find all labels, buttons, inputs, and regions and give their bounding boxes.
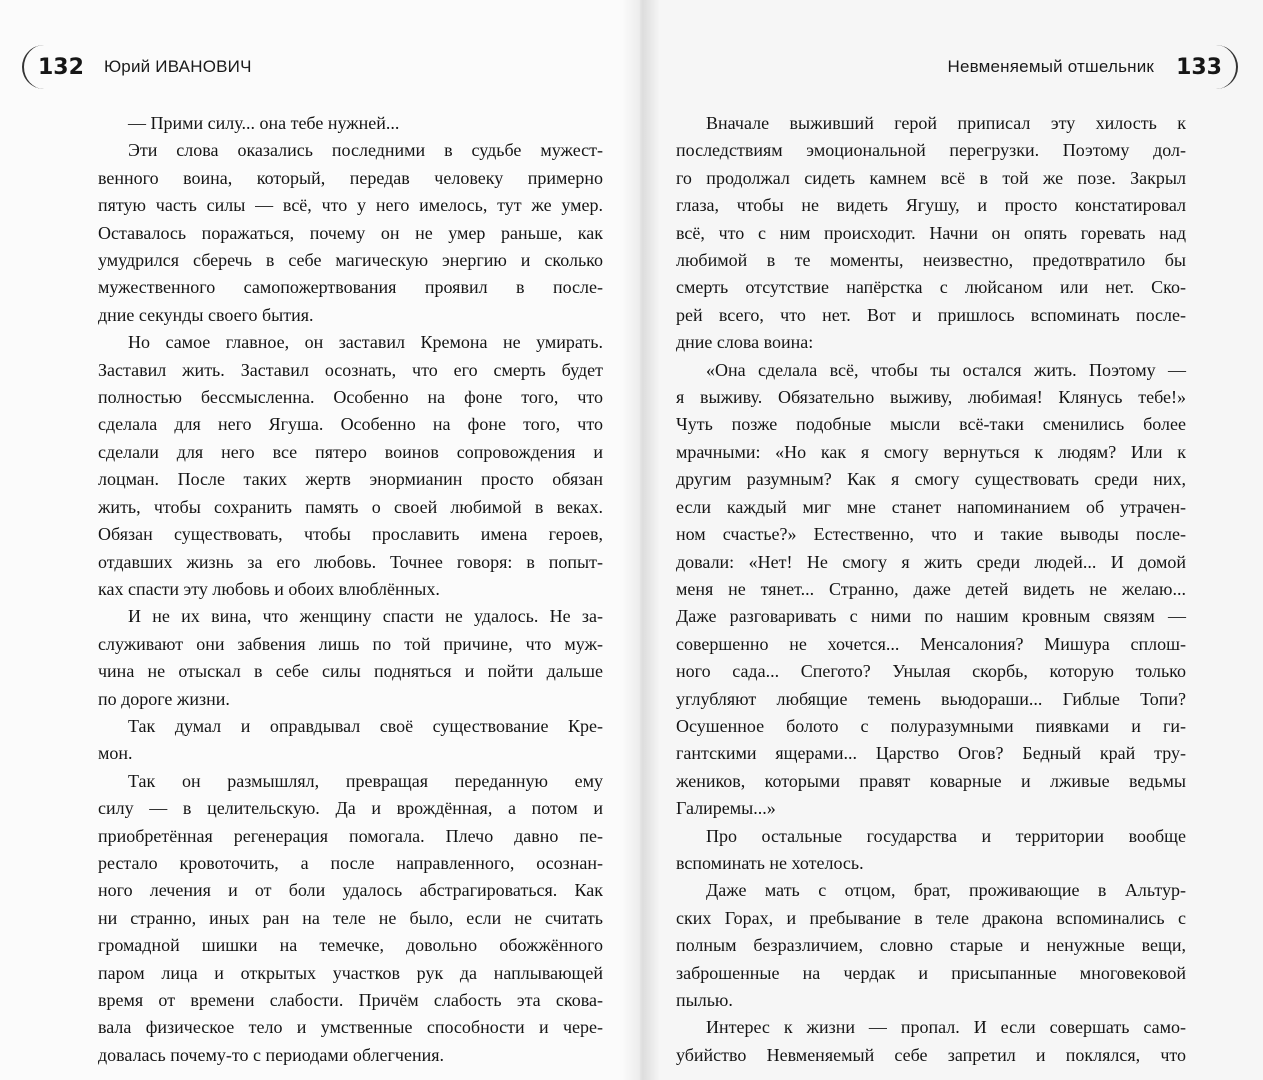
text-line: венного воина, который, передав человеку примерно: [98, 167, 603, 188]
text-line: Чуть позже подобные мысли всё-таки сменились более: [676, 414, 1186, 435]
text-line: дние секунды своего бытия.: [98, 304, 314, 325]
text-line: жеников, которыми правят коварные и лживые ведьмы: [676, 770, 1186, 791]
text-line: Так думал и оправдывал своё существование Кре-: [128, 715, 603, 736]
left-page-text: [98, 110, 603, 1069]
text-line: Заставил жить. Заставил осознать, что его смерть будет: [98, 359, 603, 380]
left-page-header: [22, 42, 252, 92]
text-line: сделала для него Ягуша. Особенно на фоне того, что: [98, 414, 603, 435]
right-page-header: [947, 42, 1238, 92]
text-line: ках спасти эту любовь и обоих влюблённых.: [98, 578, 440, 599]
left-page-number: 132: [22, 45, 96, 89]
text-line: отдавших жизнь за его любовь. Точнее говоря: в попыт-: [98, 551, 603, 572]
text-line: ни странно, иных ран на теле не было, если не считать: [98, 907, 603, 928]
text-line: Галиремы...»: [676, 798, 776, 819]
text-line: рей всего, что нет. Вот и пришлось вспоминать после-: [676, 304, 1186, 325]
text-line: служивают они забвения лишь по той причине, что муж-: [98, 633, 603, 654]
text-line: убийство Невменяемый себе запретил и поклялся, что: [676, 1044, 1186, 1065]
text-line: мужественного самопожертвования проявил в после-: [98, 277, 603, 298]
text-line: если каждый миг мне станет напоминанием об утрачен-: [676, 496, 1186, 517]
text-line: глаза, чтобы не видеть Ягушу, и просто констатировал: [676, 195, 1186, 216]
text-line: полностью бессмысленна. Особенно на фоне того, что: [98, 387, 603, 408]
text-line: Обязан существовать, чтобы прославить имена героев,: [98, 524, 603, 545]
text-line: другим разумным? Как я смогу существовать среди них,: [676, 469, 1186, 490]
text-line: ном счастье?» Естественно, что и такие выводы после-: [676, 524, 1186, 545]
text-line: ских Горах, и пребывание в теле дракона вспоминались с: [676, 907, 1186, 928]
text-line: «Она сделала всё, чтобы ты остался жить. Поэтому —: [706, 359, 1186, 380]
book-spine-shadow: [622, 0, 660, 1080]
text-line: Так он размышлял, превращая переданную ему: [128, 770, 603, 791]
text-line: сделали для него все пятеро воинов сопровождения и: [98, 441, 603, 462]
text-line: Осушенное болото с полуразумными пиявками и ги-: [676, 715, 1186, 736]
text-line: Оставалось поражаться, почему он не умер раньше, как: [98, 222, 603, 243]
text-line: всё, что с ним происходит. Начни он опять горевать над: [676, 222, 1186, 243]
text-line: пятую часть силы — всё, что у него имелось, тут же умер.: [98, 195, 603, 216]
text-line: Про остальные государства и территории вообще: [706, 825, 1186, 846]
text-line: мон.: [98, 743, 133, 764]
text-line: го продолжал сидеть камнем всё в той же позе. Закрыл: [676, 167, 1186, 188]
text-line: чина не отыскал в себе силы подняться и пойти дальше: [98, 661, 603, 682]
text-line: ного сада... Спегото? Унылая скорбь, которую только: [676, 661, 1186, 682]
text-line: Даже мать с отцом, брат, проживающие в Альтур-: [706, 880, 1186, 901]
text-line: последствиям эмоциональной перегрузки. Поэтому дол-: [676, 140, 1186, 161]
text-line: лоцман. После таких жертв энормианин просто обязан: [98, 469, 603, 490]
text-line: вала физическое тело и умственные способности и чере-: [98, 1017, 603, 1038]
text-line: довалась почему-то с периодами облегчения.: [98, 1044, 445, 1065]
text-line: Даже разговаривать с ними по нашим кровным связям —: [676, 606, 1186, 627]
text-line: заброшенные на чердак и присыпанные многовековой: [676, 962, 1186, 983]
right-running-title: Невменяемый отшельник: [947, 57, 1155, 76]
text-line: мрачными: «Но как я смогу вернуться к людям? Или к: [676, 441, 1186, 462]
text-line: полным безразличием, словно старые и ненужные вещи,: [676, 935, 1186, 956]
text-line: Эти слова оказались последними в судьбе мужест-: [128, 140, 603, 161]
text-line: гантскими ящерами... Царство Огов? Бедный край тру-: [676, 743, 1186, 764]
text-line: — Прими силу... она тебе нужней...: [128, 113, 400, 133]
right-page-number: 133: [1164, 45, 1238, 89]
text-line: приобретённая регенерация помогала. Плечо давно пе-: [98, 825, 603, 846]
text-line: ного лечения и от боли удалось абстрагироваться. Как: [98, 880, 603, 901]
text-line: дние слова воина:: [676, 332, 814, 353]
right-page-text: [676, 110, 1186, 1069]
text-line: пылью.: [676, 990, 733, 1010]
text-line: я выживу. Обязательно выживу, любимая! Клянусь тебе!»: [676, 387, 1186, 408]
text-line: время от времени слабости. Причём слабость эта скова-: [98, 990, 603, 1010]
text-line: по дороге жизни.: [98, 688, 230, 709]
text-line: любимой в те моменты, неизвестно, предотвратило бы: [676, 250, 1186, 271]
text-line: Вначале выживший герой приписал эту хилость к: [706, 113, 1186, 133]
text-line: довали: «Нет! Не смогу я жить среди людей... И домой: [676, 551, 1186, 572]
text-line: Но самое главное, он заставил Кремона не умирать.: [128, 332, 603, 353]
text-line: совершенно не хочется... Менсалония? Мишура сплош-: [676, 633, 1186, 654]
text-line: углубляют любящие темень вьюдораши... Гиблые Топи?: [676, 688, 1186, 709]
text-line: жить, чтобы сохранить память о своей любимой в веках.: [98, 496, 603, 517]
text-line: Интерес к жизни — пропал. И если совершать само-: [706, 1017, 1186, 1038]
text-line: рестало кровоточить, а после направленного, осознан-: [98, 852, 603, 873]
left-running-title: Юрий ИВАНОВИЧ: [103, 57, 252, 76]
text-line: меня не тянет... Странно, даже детей видеть не желаю...: [676, 578, 1186, 599]
text-line: умудрился сберечь в себе магическую энергию и сколько: [98, 250, 603, 271]
text-line: смерть отсутствие напёрстка с люйсаном или нет. Ско-: [676, 277, 1186, 298]
text-line: паром лица и открытых участков рук да наплывающей: [98, 962, 603, 983]
text-line: громадной шишки на темечке, довольно обожжённого: [98, 935, 603, 956]
text-line: вспоминать не хотелось.: [676, 852, 864, 873]
text-line: И не их вина, что женщину спасти не удалось. Не за-: [128, 606, 603, 627]
text-line: силу — в целительскую. Да и врождённая, а потом и: [98, 798, 603, 819]
